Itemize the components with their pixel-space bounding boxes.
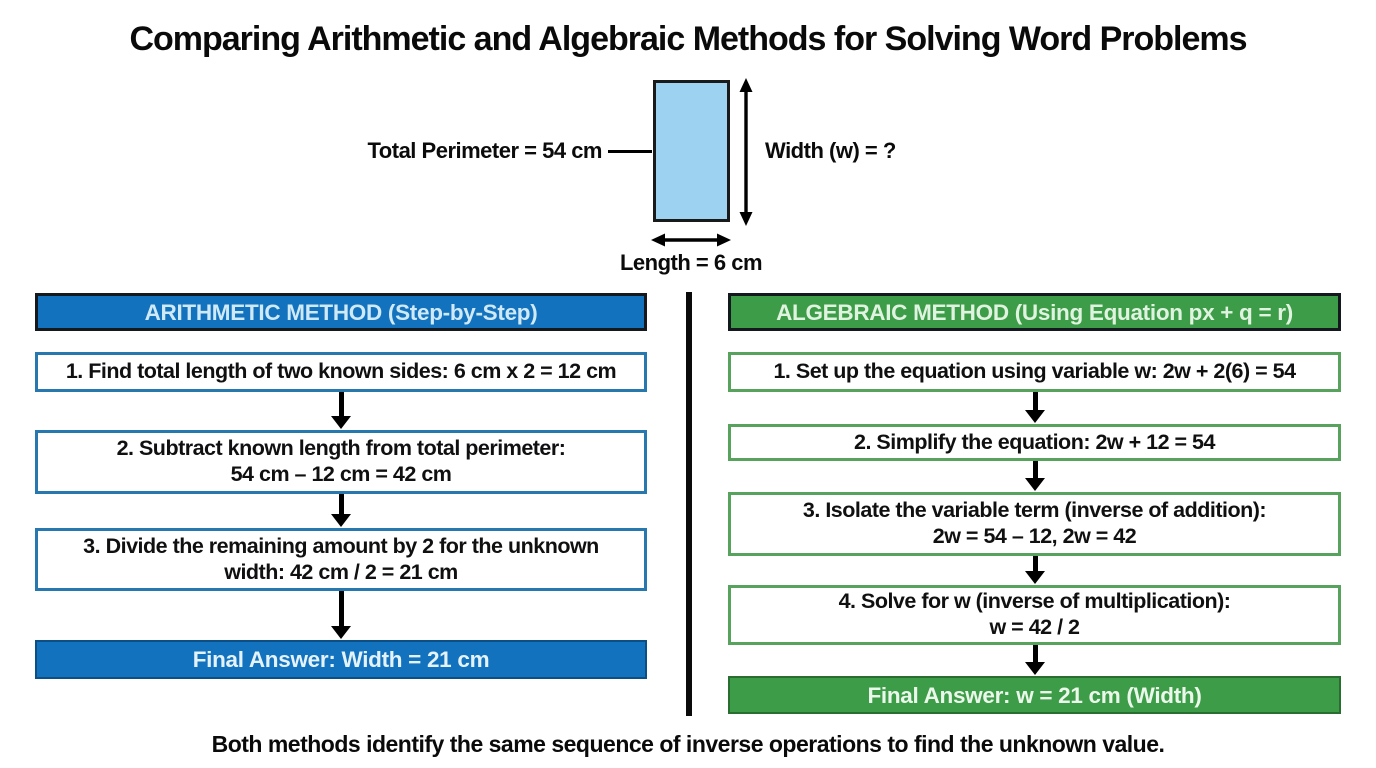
connector-line: [608, 150, 652, 153]
step-text: 54 cm – 12 cm = 42 cm: [230, 462, 452, 486]
step-text: width: 42 cm / 2 = 21 cm: [224, 559, 458, 584]
arithmetic-step-1: [35, 352, 647, 392]
step-text: 2. Subtract known length from total perimeter:: [116, 436, 566, 461]
algebraic-step-4: [728, 585, 1341, 645]
algebraic-step-2: [728, 424, 1341, 461]
flow-arrow-down-icon: [1024, 556, 1046, 584]
algebraic-step-1: [728, 352, 1341, 392]
step-text: w = 42 / 2: [989, 615, 1080, 639]
step-text: 2. Simplify the equation: 2w + 12 = 54: [854, 429, 1215, 454]
step-text: 1. Set up the equation using variable w: 2w + 2(6) = 54: [773, 359, 1296, 384]
width-label: Width (w) = ?: [765, 138, 896, 163]
perimeter-label: Total Perimeter = 54 cm: [367, 138, 602, 163]
arithmetic-header-label: ARITHMETIC METHOD (Step-by-Step): [144, 299, 538, 325]
conclusion-text: Both methods identify the same sequence of inverse operations to find the unknown value.: [211, 731, 1165, 757]
algebraic-step-3: [728, 492, 1341, 556]
flow-arrow-down-icon: [1024, 645, 1046, 675]
page-title: Comparing Arithmetic and Algebraic Methods for Solving Word Problems: [129, 20, 1247, 58]
width-double-arrow-icon: [736, 78, 756, 226]
final-answer-label: Final Answer: w = 21 cm (Width): [867, 682, 1202, 708]
step-text: 4. Solve for w (inverse of multiplication):: [838, 589, 1231, 614]
rectangle-shape: [653, 80, 730, 222]
arithmetic-final-answer: [35, 640, 647, 679]
flow-arrow-down-icon: [1024, 461, 1046, 491]
algebraic-header: [728, 293, 1341, 331]
algebraic-final-answer: [728, 676, 1341, 714]
arithmetic-step-2: [35, 430, 647, 494]
flow-arrow-down-icon: [330, 392, 352, 429]
flow-arrow-down-icon: [1024, 392, 1046, 423]
algebraic-header-label: ALGEBRAIC METHOD (Using Equation px + q = r): [776, 299, 1293, 325]
step-text: 2w = 54 – 12, 2w = 42: [932, 524, 1137, 548]
length-label: Length = 6 cm: [619, 250, 763, 275]
flow-arrow-down-icon: [330, 591, 352, 639]
length-double-arrow-icon: [651, 230, 731, 250]
arithmetic-step-3: [35, 528, 647, 591]
step-text: 3. Divide the remaining amount by 2 for the unknown: [83, 533, 599, 558]
final-answer-label: Final Answer: Width = 21 cm: [192, 647, 490, 672]
flow-arrow-down-icon: [330, 494, 352, 527]
step-text: 3. Isolate the variable term (inverse of addition):: [802, 498, 1267, 523]
arithmetic-header: [35, 293, 647, 331]
step-text: 1. Find total length of two known sides: 6 cm x 2 = 12 cm: [65, 359, 617, 384]
column-divider: [686, 292, 692, 716]
